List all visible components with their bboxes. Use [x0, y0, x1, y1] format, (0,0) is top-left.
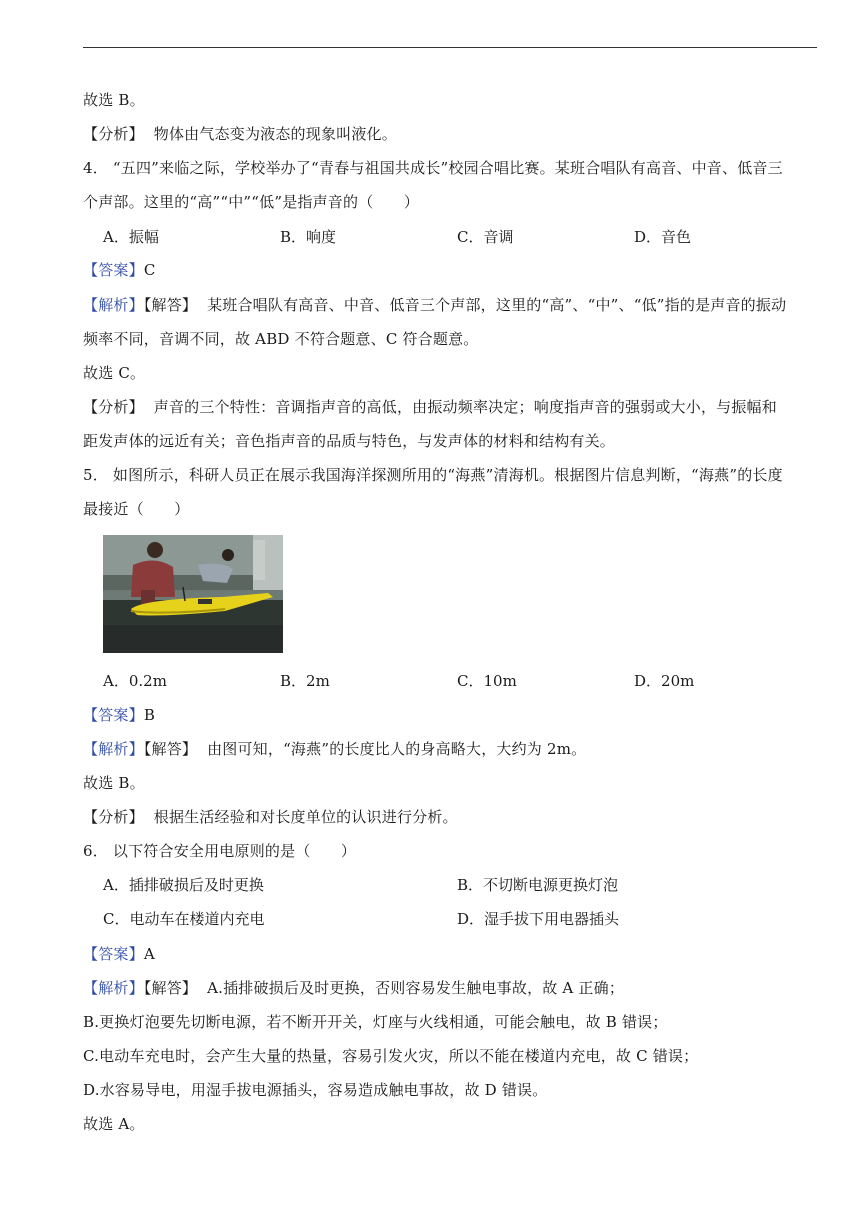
explain-tag: 【解析】 — [83, 979, 144, 997]
solve-tag: 【解答】 — [143, 740, 198, 758]
q5-analysis: 【分析】 根据生活经验和对长度单位的认识进行分析。 — [83, 808, 458, 826]
q4-option-c: C．音调 — [457, 228, 514, 246]
q5-stem-line1: 5． 如图所示，科研人员正在展示我国海洋探测所用的“海燕”清海机。根据图片信息判断，“海燕”的长度 — [83, 466, 783, 484]
explain-tag: 【解析】 — [83, 296, 144, 314]
answer-value: C — [143, 261, 156, 279]
q6-answer — [83, 943, 155, 965]
analysis-tag: 【分析】 — [83, 808, 144, 826]
q6-explain-line1: 【解析】【解答】 A.插排破损后及时更换，否则容易发生触电事故，故 A 正确； — [83, 979, 625, 997]
q4-explain-line1: 【解析】【解答】 某班合唱队有高音、中音、低音三个声部，这里的“高”、“中”、“低”指的是声音的振动 — [83, 296, 787, 314]
glider-photo-illustration — [103, 535, 283, 653]
q4-conclusion: 故选 C。 — [83, 364, 146, 382]
solve-tag: 【解答】 — [143, 979, 198, 997]
q6-explain-line4: D.水容易导电，用湿手拔电源插头，容易造成触电事故，故 D 错误。 — [83, 1081, 548, 1099]
q4-stem-line1: 4． “五四”来临之际，学校举办了“青春与祖国共成长”校园合唱比赛。某班合唱队有高音、中音、低音三 — [83, 159, 783, 177]
q4-option-b: B．响度 — [280, 228, 337, 246]
answer-tag: 【答案】 — [83, 261, 144, 279]
q5-option-d: D．20m — [634, 672, 695, 690]
q3-analysis: 【分析】 物体由气态变为液态的现象叫液化。 — [83, 125, 397, 143]
q4-analysis-line2: 距发声体的远近有关；音色指声音的品质与特色，与发声体的材料和结构有关。 — [83, 432, 616, 450]
q6-stem-line1: 6． 以下符合安全用电原则的是（ ） — [83, 842, 357, 860]
analysis-tag: 【分析】 — [83, 125, 144, 143]
q3-conclusion: 故选 B。 — [83, 91, 145, 109]
q5-explain-line1: 【解析】【解答】 由图可知，“海燕”的长度比人的身高略大，大约为 2m。 — [83, 740, 587, 758]
q6-conclusion: 故选 A。 — [83, 1115, 145, 1133]
q5-conclusion: 故选 B。 — [83, 774, 145, 792]
q5-option-b: B．2m — [280, 672, 330, 690]
q5-answer — [83, 704, 155, 726]
q5-stem-line2: 最接近（ ） — [83, 500, 190, 518]
answer-value: B — [143, 706, 156, 724]
q4-answer — [83, 259, 156, 281]
q4-analysis-line1: 【分析】 声音的三个特性：音调指声音的高低，由振动频率决定；响度指声音的强弱或大小，与振幅和 — [83, 398, 777, 416]
q4-stem-line2: 个声部。这里的“高”“中”“低”是指声音的（ ） — [83, 193, 420, 211]
q4-option-d: D．音色 — [634, 228, 692, 246]
header-rule — [83, 47, 817, 48]
q6-explain-line3: C.电动车充电时，会产生大量的热量，容易引发火灾，所以不能在楼道内充电，故 C 错误； — [83, 1047, 699, 1065]
q6-option-d: D．湿手拔下用电器插头 — [457, 910, 620, 928]
q6-option-b: B．不切断电源更换灯泡 — [457, 876, 619, 894]
glider-photo — [103, 535, 283, 653]
q6-option-c: C．电动车在楼道内充电 — [103, 910, 265, 928]
explain-tag: 【解析】 — [83, 740, 144, 758]
q6-option-a: A．插排破损后及时更换 — [103, 876, 264, 894]
answer-tag: 【答案】 — [83, 706, 144, 724]
analysis-tag: 【分析】 — [83, 398, 144, 416]
q6-explain-line2: B.更换灯泡要先切断电源，若不断开开关，灯座与火线相通，可能会触电，故 B 错误； — [83, 1013, 668, 1031]
answer-tag: 【答案】 — [83, 945, 144, 963]
q5-option-c: C．10m — [457, 672, 517, 690]
q4-explain-line2: 频率不同，音调不同，故 ABD 不符合题意、C 符合题意。 — [83, 330, 479, 348]
solve-tag: 【解答】 — [143, 296, 198, 314]
q5-option-a: A．0.2m — [103, 672, 167, 690]
q4-option-a: A．振幅 — [103, 228, 159, 246]
answer-value: A — [143, 945, 155, 963]
